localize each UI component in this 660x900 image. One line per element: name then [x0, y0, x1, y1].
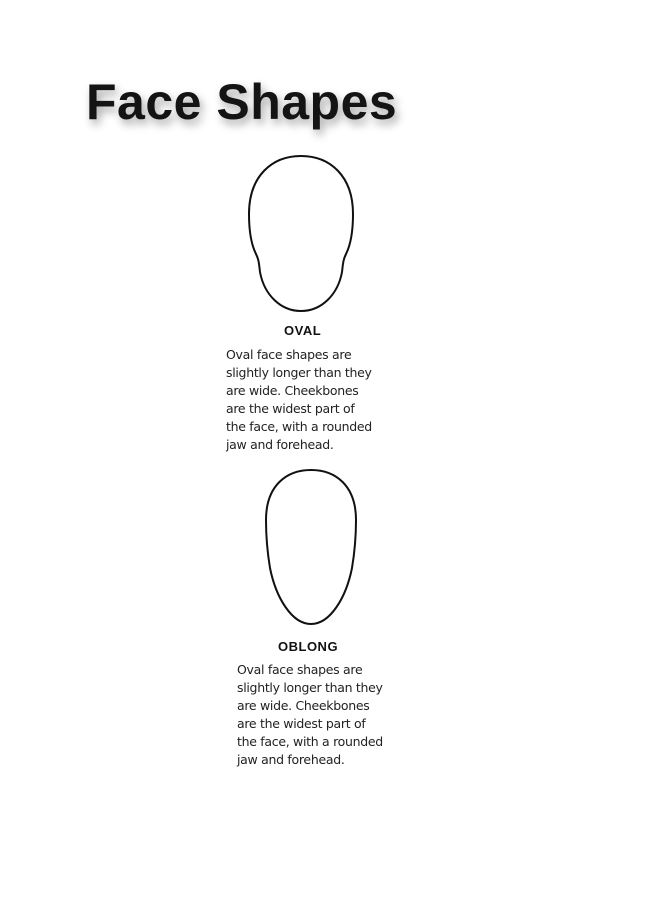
oval-description-line: Oval face shapes are	[226, 347, 352, 362]
oblong-description	[237, 661, 402, 769]
oval-face-outline	[246, 154, 356, 314]
oval-description-line: jaw and forehead.	[226, 437, 334, 452]
page-title: Face Shapes	[86, 74, 398, 130]
oval-description-line: are wide. Cheekbones	[226, 383, 359, 398]
oblong-description-line: slightly longer than they	[237, 680, 383, 695]
oval-description-line: slightly longer than they	[226, 365, 372, 380]
oval-label: OVAL	[284, 323, 322, 338]
oblong-face-path	[266, 470, 356, 624]
oblong-description-line: jaw and forehead.	[237, 752, 345, 767]
oval-description	[226, 346, 391, 454]
oblong-description-line: Oval face shapes are	[237, 662, 363, 677]
oblong-label: OBLONG	[278, 639, 339, 654]
oval-description-line: the face, with a rounded	[226, 419, 372, 434]
oblong-description-line: are wide. Cheekbones	[237, 698, 370, 713]
oval-description-line: are the widest part of	[226, 401, 355, 416]
oblong-face-outline	[262, 468, 360, 628]
oblong-description-line: the face, with a rounded	[237, 734, 383, 749]
oblong-description-line: are the widest part of	[237, 716, 366, 731]
oval-face-path	[249, 156, 353, 311]
